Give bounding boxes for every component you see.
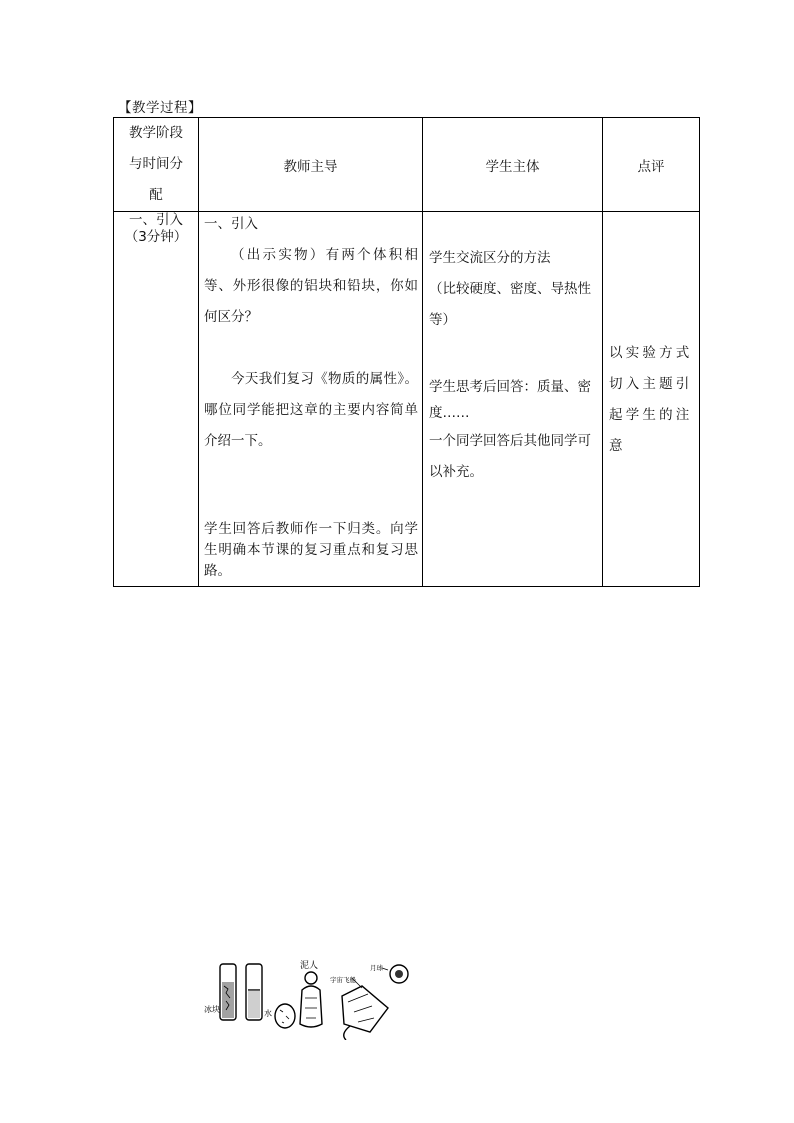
student-paragraph-2: （比较硬度、密度、导热性等） (429, 281, 591, 328)
figure-label-clay-figure: 泥人 (300, 961, 319, 971)
section-title: 【教学过程】 (118, 100, 202, 116)
student-cell (423, 212, 603, 587)
figure-label-spacecraft: 宇宙飞船 (330, 976, 356, 984)
figure-label-moon: 月球 (370, 964, 383, 972)
header-stage-line: 教学阶段 (129, 125, 183, 141)
comment-cell (603, 212, 700, 587)
figure-label-ice: 冰块 (204, 1005, 220, 1014)
teacher-paragraph-3: 学生回答后教师作一下归类。向学生明确本节课的复习重点和复习思路。 (204, 521, 418, 579)
teaching-process-table (113, 117, 700, 587)
figure-label-water: 水 (264, 1009, 272, 1018)
table-row (114, 212, 700, 587)
header-stage (114, 118, 199, 212)
teacher-cell (199, 212, 423, 587)
header-stage-line: 与时间分 (129, 156, 183, 172)
teacher-paragraph-1: （出示实物）有两个体积相等、外形很像的铝块和铅块，你如何区分？ (204, 247, 418, 325)
student-paragraph-1: 学生交流区分的方法 (429, 250, 551, 266)
stage-name: 一、引入 (129, 212, 183, 228)
teacher-title: 一、引入 (204, 216, 258, 232)
experiment-illustration (202, 956, 414, 1040)
stage-cell (114, 212, 199, 587)
student-paragraph-4: 一个同学回答后其他同学可以补充。 (429, 433, 591, 480)
header-comment: 点评 (603, 118, 700, 212)
teacher-paragraph-2: 今天我们复习《物质的属性》。哪位同学能把这章的主要内容简单介绍一下。 (204, 371, 418, 449)
student-paragraph-3: 学生思考后回答：质量、密度…… (429, 379, 591, 421)
table-header-row (114, 118, 700, 212)
header-teacher: 教师主导 (199, 118, 423, 212)
header-stage-line: 配 (149, 187, 163, 203)
comment-text: 以实验方式切入主题引起学生的注意 (609, 345, 693, 454)
stage-time: （3分钟） (124, 229, 188, 245)
header-student: 学生主体 (423, 118, 603, 212)
